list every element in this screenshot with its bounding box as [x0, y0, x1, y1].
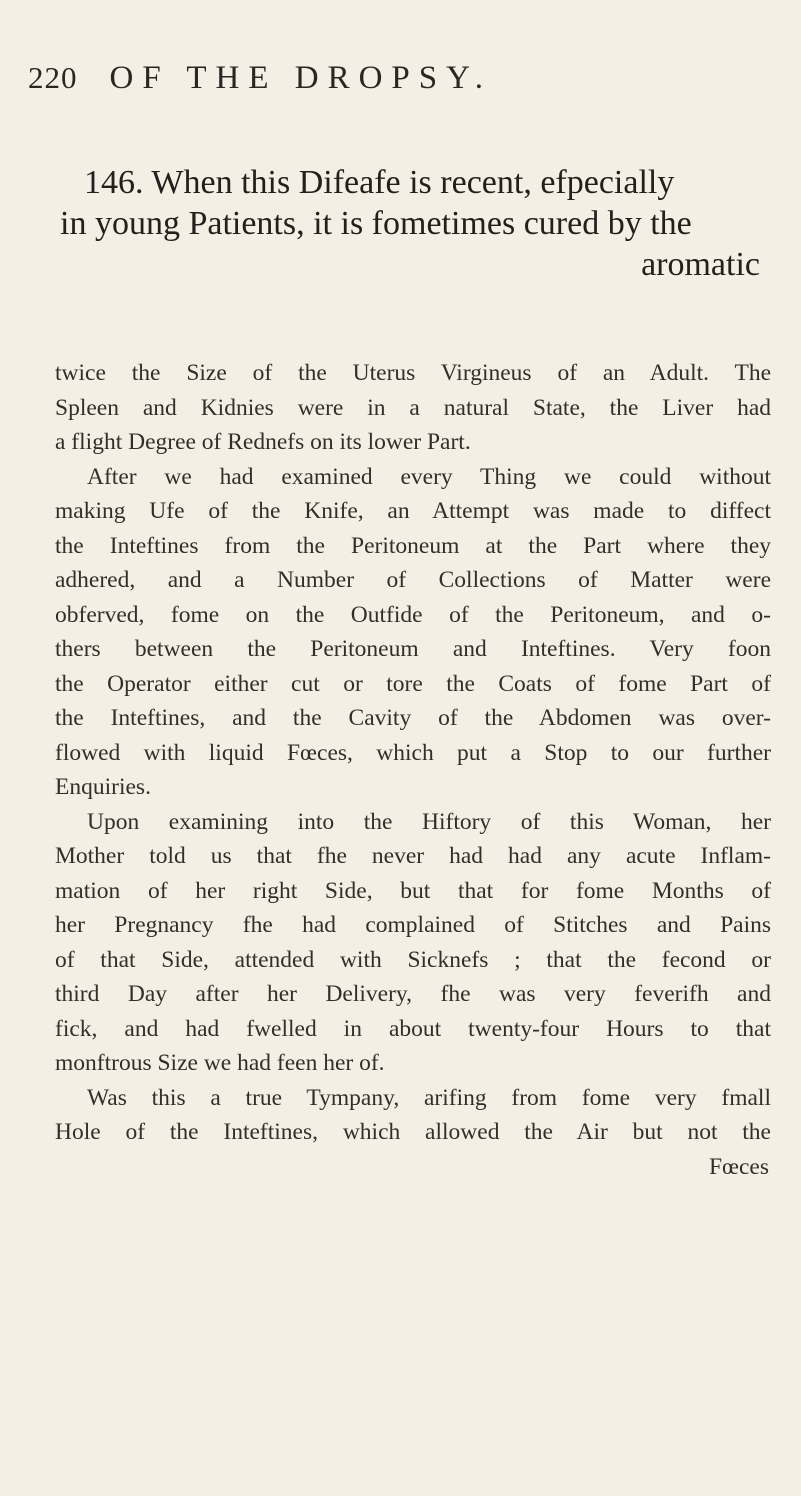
text-line: monftrous Size we had feen her of. — [55, 1050, 385, 1076]
running-head — [28, 60, 788, 120]
body-text — [55, 356, 771, 1184]
text-line: a flight Degree of Rednefs on its lower Part. — [55, 429, 471, 455]
text-line: Enquiries. — [55, 774, 151, 800]
text-line: fick, and had fwelled in about twenty-four Hours to that — [55, 1015, 771, 1042]
catchword: Fœces — [708, 1153, 769, 1180]
text-line: the Operator either cut or tore the Coats of fome Part of — [55, 670, 771, 697]
text-line: Was this a true Tympany, arifing from fome very fmall — [87, 1084, 771, 1111]
text-line: twice the Size of the Uterus Virgineus of an Adult. The — [55, 360, 771, 386]
text-line: of that Side, attended with Sicknefs ; that the fecond or — [55, 946, 771, 973]
paragraph-146 — [60, 162, 760, 285]
text-line: the Inteftines, and the Cavity of the Abdomen was over- — [55, 705, 771, 731]
text-line: in young Patients, it is fometimes cured by the — [60, 205, 692, 242]
running-title: OF THE DROPSY. — [109, 60, 492, 96]
text-line: aromatic — [641, 246, 760, 283]
text-line: flowed with liquid Fœces, which put a Stop to our further — [55, 739, 771, 766]
text-line: adhered, and a Number of Collections of Matter were — [55, 567, 771, 593]
text-line: her Pregnancy fhe had complained of Stitches and Pains — [55, 912, 771, 938]
text-line: obferved, fome on the Outfide of the Peritoneum, and o- — [55, 601, 771, 628]
text-line: mation of her right Side, but that for fome Months of — [55, 877, 771, 904]
text-line: Mother told us that fhe never had had any acute Inflam- — [55, 843, 771, 869]
text-line: Hole of the Inteftines, which allowed the Air but not the — [55, 1119, 771, 1145]
text-line: thers between the Peritoneum and Inteftines. Very foon — [55, 636, 771, 662]
text-line: After we had examined every Thing we could without — [87, 463, 771, 490]
text-line: Upon examining into the Hiftory of this Woman, her — [87, 808, 771, 835]
text-line: third Day after her Delivery, fhe was very feverifh and — [55, 981, 771, 1007]
text-line: 146. When this Difeafe is recent, efpecially — [84, 164, 675, 201]
text-line: making Ufe of the Knife, an Attempt was made to diffect — [55, 498, 771, 524]
text-line: the Inteftines from the Peritoneum at the Part where they — [55, 532, 771, 559]
page-number: 220 — [28, 60, 78, 95]
text-line: Spleen and Kidnies were in a natural State, the Liver had — [55, 394, 771, 421]
